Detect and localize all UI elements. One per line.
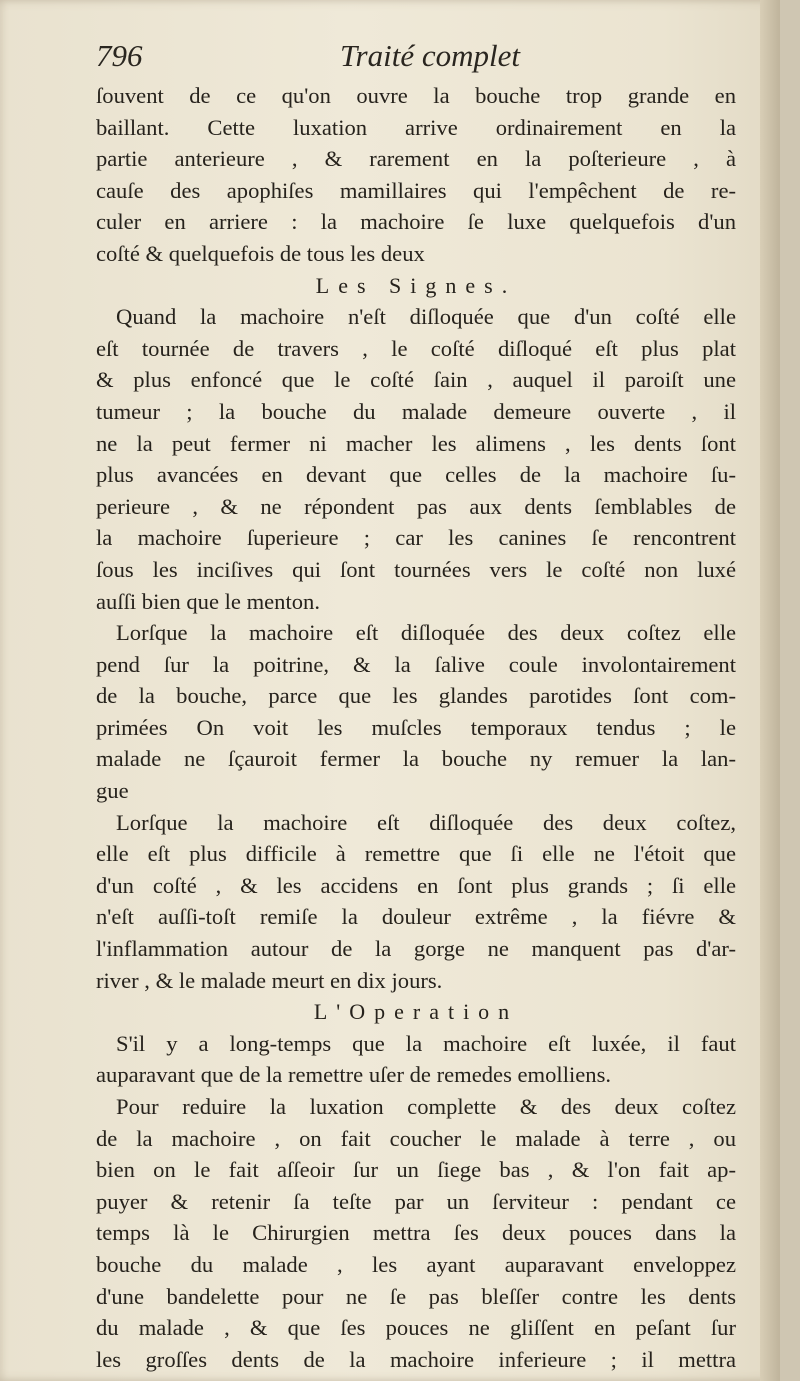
text-line: perieure , & ne répondent pas aux dents ſemblables de — [96, 493, 736, 519]
text-line: partie anterieure , & rarement en la poſterieure , à — [96, 146, 736, 172]
text-line: ne la peut fermer ni macher les alimens , les dents ſont — [96, 430, 736, 456]
text-line: cauſe des apophiſes mamillaires qui l'empêchent de re- — [96, 177, 736, 203]
text-line: baillant. Cette luxation arrive ordinairement en la — [96, 114, 736, 140]
text-line: de la bouche, parce que les glandes parotides ſont com- — [96, 683, 736, 709]
text-line: n'eſt auſſi-toſt remiſe la douleur extrême , la fiévre & — [96, 904, 736, 930]
text-line: Lorſque la machoire eſt diſloquée des deux coſtez elle — [116, 620, 736, 646]
section-heading: L'Operation — [313, 999, 519, 1025]
text-line: malade ne ſçauroit fermer la bouche ny remuer la lan- — [96, 746, 736, 772]
text-line: river , & le malade meurt en dix jours. — [96, 967, 443, 993]
page-number: 796 — [96, 38, 143, 73]
text-line: du malade , & que ſes pouces ne gliſſent en peſant ſur — [96, 1315, 736, 1341]
running-title: Traité complet — [340, 38, 520, 73]
text-line: d'une bandelette pour ne ſe pas bleſſer contre les dents — [96, 1283, 736, 1309]
page-header — [96, 38, 736, 84]
text-line: gue — [96, 778, 129, 804]
text-line: bien on le fait aſſeoir ſur un ſiege bas , & l'on fait ap- — [96, 1157, 736, 1183]
text-line: Lorſque la machoire eſt diſloquée des deux coſtez, — [116, 809, 736, 835]
text-line: l'inflammation autour de la gorge ne manquent pas d'ar- — [96, 936, 736, 962]
text-line: puyer & retenir ſa teſte par un ſerviteur : pendant ce — [96, 1188, 736, 1214]
text-line: de la machoire , on fait coucher le malade à terre , ou — [96, 1125, 736, 1151]
text-line: ſouvent de ce qu'on ouvre la bouche trop grande en — [96, 83, 736, 108]
text-line: Pour reduire la luxation complette & des deux coſtez — [116, 1094, 736, 1119]
text-line: S'il y a long-temps que la machoire eſt luxée, il faut — [116, 1030, 736, 1056]
text-line: tumeur ; la bouche du malade demeure ouverte , il — [96, 398, 736, 424]
text-line: & plus enfoncé que le coſté ſain , auquel il paroiſt une — [96, 367, 736, 393]
text-line: d'un coſté , & les accidens en ſont plus grands ; ſi elle — [96, 872, 736, 898]
text-line: ſous les inciſives qui ſont tournées vers le coſté non luxé — [96, 556, 736, 582]
text-line: auſſi bien que le menton. — [96, 588, 320, 614]
text-line: elle eſt plus difficile à remettre que ſi elle ne l'étoit que — [96, 841, 736, 867]
text-line: bouche du malade , les ayant auparavant enveloppez — [96, 1251, 736, 1277]
text-line: pend ſur la poitrine, & la ſalive coule involontairement — [96, 651, 736, 677]
body-text — [96, 80, 736, 1375]
section-heading: Les Signes. — [315, 272, 517, 298]
page-edge — [760, 0, 780, 1381]
text-line: culer en arriere : la machoire ſe luxe quelquefois d'un — [96, 209, 736, 235]
text-line: eſt tournée de travers , le coſté diſloqué eſt plus plat — [96, 335, 736, 361]
text-line: les groſſes dents de la machoire inferieure ; il mettra — [96, 1346, 736, 1372]
text-line: auparavant que de la remettre uſer de remedes emolliens. — [96, 1062, 612, 1088]
text-line: Quand la machoire n'eſt diſloquée que d'un coſté elle — [116, 304, 736, 330]
text-line: temps là le Chirurgien mettra ſes deux pouces dans la — [96, 1220, 736, 1246]
text-line: coſté & quelquefois de tous les deux — [96, 240, 425, 266]
text-line: la machoire ſuperieure ; car les canines ſe rencontrent — [96, 525, 736, 551]
text-line: plus avancées en devant que celles de la machoire ſu- — [96, 462, 736, 488]
text-line: primées On voit les muſcles temporaux tendus ; le — [96, 714, 736, 740]
